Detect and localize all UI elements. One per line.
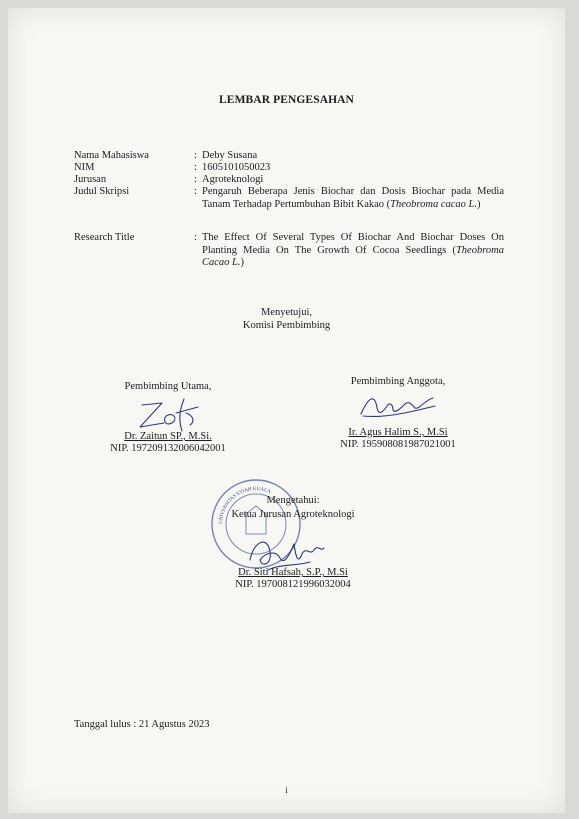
research-text: The Effect Of Several Types Of Biochar And Biochar Doses On Planting Media On The Growth Of Cocoa Seedlings ( — [202, 232, 504, 256]
document-title: LEMBAR PENGESAHAN — [219, 94, 354, 106]
field-label-nama: Nama Mahasiswa — [74, 150, 149, 161]
advisor-member-nip: NIP. 195908081987021001 — [340, 439, 456, 450]
field-value-nama: Deby Susana — [202, 150, 258, 161]
acknowledged-line2: Ketua Jurusan Agroteknologi — [231, 509, 355, 520]
advisor-member-name: Ir. Agus Halim S., M.Si — [348, 427, 448, 438]
judul-end: ) — [477, 198, 481, 210]
approval-line1: Menyetujui, — [260, 307, 313, 318]
field-colon: : — [194, 174, 197, 185]
field-label-nim: NIM — [74, 162, 95, 173]
field-colon: : — [194, 162, 197, 173]
approval-line2: Komisi Pembimbing — [242, 320, 331, 331]
field-colon: : — [194, 186, 197, 197]
field-value-judul — [202, 186, 504, 211]
advisor-member-role: Pembimbing Anggota, — [350, 376, 446, 387]
advisor-main-role: Pembimbing Utama, — [124, 381, 212, 392]
stamp-text: UNIVERSITAS SYIAH KUALA — [218, 486, 272, 525]
research-italic: Theobroma Cacao L. — [202, 244, 504, 268]
field-value-jurusan: Agroteknologi — [202, 174, 264, 185]
acknowledged-line1: Mengetahui: — [266, 495, 320, 506]
field-label-jurusan: Jurusan — [74, 174, 107, 185]
signature-zaitun — [128, 393, 208, 435]
approval-block — [8, 306, 565, 332]
field-label-judul: Judul Skripsi — [74, 186, 130, 197]
document-page — [8, 8, 565, 813]
graduation-date: Tanggal lulus : 21 Agustus 2023 — [74, 719, 210, 730]
acknowledged-name: Dr. Siti Hafsah, S.P., M.Si — [238, 567, 348, 578]
advisor-main-name: Dr. Zaitun SP., M.Si. — [124, 431, 212, 442]
field-colon: : — [194, 232, 197, 243]
signature-agus — [353, 388, 443, 424]
judul-italic: Theobroma cacao L. — [390, 198, 477, 210]
field-value-research — [202, 232, 504, 270]
field-colon: : — [194, 150, 197, 161]
acknowledged-nip: NIP. 197008121996032004 — [235, 579, 351, 590]
field-value-nim: 1605101050023 — [202, 162, 271, 173]
judul-text: Pengaruh Beberapa Jenis Biochar dan Dosis Biochar pada Media Tanam Terhadap Pertumbuhan Bibit Kakao ( — [202, 186, 504, 210]
page-number: i — [285, 785, 288, 795]
research-end: ) — [240, 257, 245, 268]
field-label-research: Research Title — [74, 232, 135, 243]
advisor-main-nip: NIP. 197209132006042001 — [110, 443, 226, 454]
